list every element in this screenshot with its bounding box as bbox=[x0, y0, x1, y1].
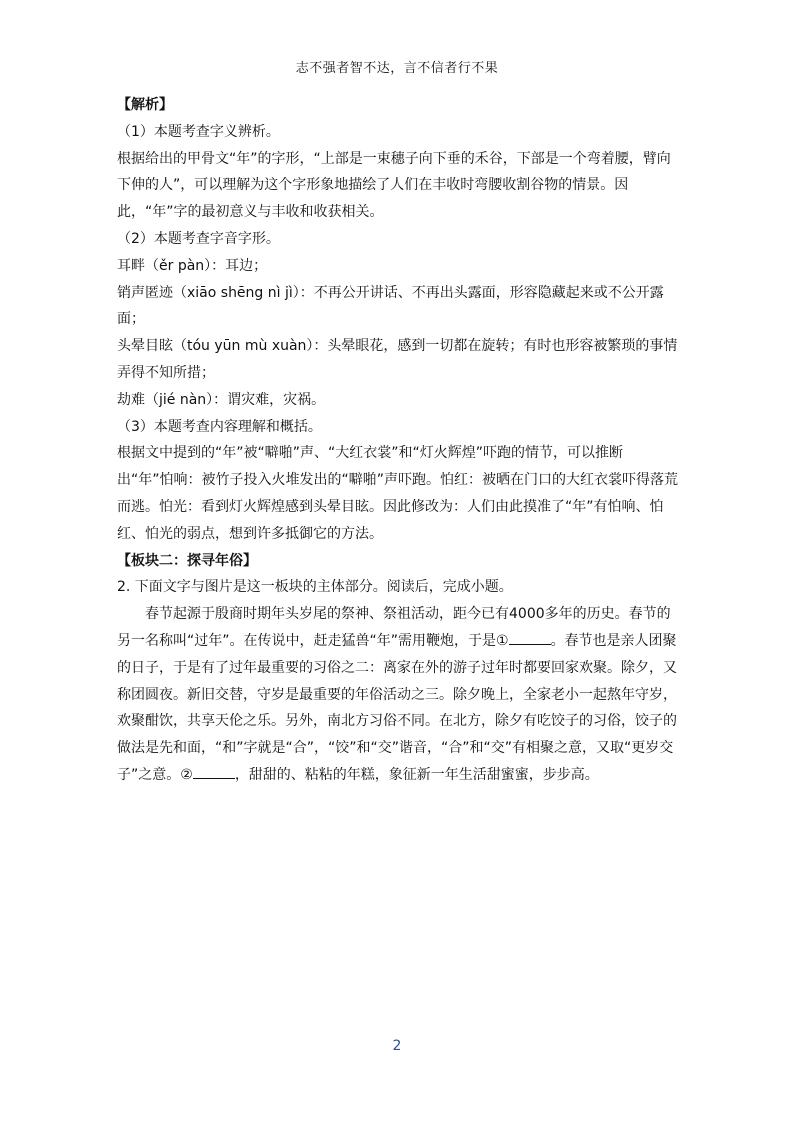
question-3-title: （3）本题考查内容理解和概括。 bbox=[117, 418, 322, 435]
question-2-item: 耳畔（ěr pàn）：耳边； bbox=[117, 257, 268, 274]
question-intro: 2. 下面文字与图片是这一板块的主体部分。阅读后，完成小题。 bbox=[117, 579, 513, 596]
reading-passage bbox=[117, 601, 679, 789]
fill-blank-2 bbox=[193, 764, 235, 779]
page-number: 2 bbox=[392, 1038, 402, 1054]
question-1-text: 根据给出的甲骨文“年”的字形，“上部是一束穗子向下垂的禾谷，下部是一个弯着腰，臂向下伸的人”，可以理解为这个字形象地描绘了人们在丰收时弯腰收割谷物的情景。因此，“年”字的最初意义与丰收和收获相关。 bbox=[117, 150, 671, 221]
question-3-text: 根据文中提到的“年”被“噼啪”声、“大红衣裳”和“灯火辉煌”吓跑的情节，可以推断出“年”怕响：被竹子投入火堆发出的“噼啪”声吓跑。怕红：被晒在门口的大红衣裳吓得落荒而逃。怕光：看到灯火辉煌感到头晕目眩。因此修改为：人们由此摸准了“年”有怕响、怕红、怕光的弱点，想到许多抵御它的方法。 bbox=[117, 445, 679, 542]
analysis-label: 【解析】 bbox=[117, 97, 173, 113]
document-body bbox=[117, 92, 679, 789]
page-header-motto: 志不强者智不达，言不信者行不果 bbox=[295, 61, 499, 76]
passage-part: ，甜甜的、粘粘的年糕，象征新一年生活甜蜜蜜，步步高。 bbox=[234, 766, 599, 783]
question-2-title: （2）本题考查字音字形。 bbox=[117, 230, 280, 247]
question-2-item: 头晕目眩（tóu yūn mù xuàn）：头晕眼花，感到一切都在旋转；有时也形容被繁琐的事情弄得不知所措； bbox=[117, 338, 678, 381]
question-2-item: 劫难（jié nàn）：谓灾难，灾祸。 bbox=[117, 391, 326, 408]
question-2-item: 销声匿迹（xiāo shēng nì jì）：不再公开讲话、不再出头露面，形容隐藏起来或不公开露面； bbox=[117, 284, 664, 328]
passage-part: 。春节也是亲人团聚的日子，于是有了过年最重要的习俗之二：离家在外的游子过年时都要回家欢聚。除夕，又称团圆夜。新旧交替，守岁是最重要的年俗活动之三。除夕晚上，全家老小一起熬年守岁，欢聚酣饮，共享天伦之乐。另外，南北方习俗不同。在北方，除夕有吃饺子的习俗，饺子的做法是先和面，“和”字就是“合”，“饺”和“交”谐音，“合”和“交”有相聚之意，又取“更岁交子”之意。② bbox=[117, 632, 677, 783]
question-1-title: （1）本题考查字义辨析。 bbox=[117, 123, 280, 140]
block-2-title: 【板块二：探寻年俗】 bbox=[117, 552, 257, 569]
passage-part: 春节起源于殷商时期年头岁尾的祭神、祭祖活动，距今已有4000多年的历史。春节的另一名称叫“过年”。在传说中，赶走猛兽“年”需用鞭炮，于是① bbox=[117, 606, 671, 649]
fill-blank-1 bbox=[509, 630, 551, 645]
